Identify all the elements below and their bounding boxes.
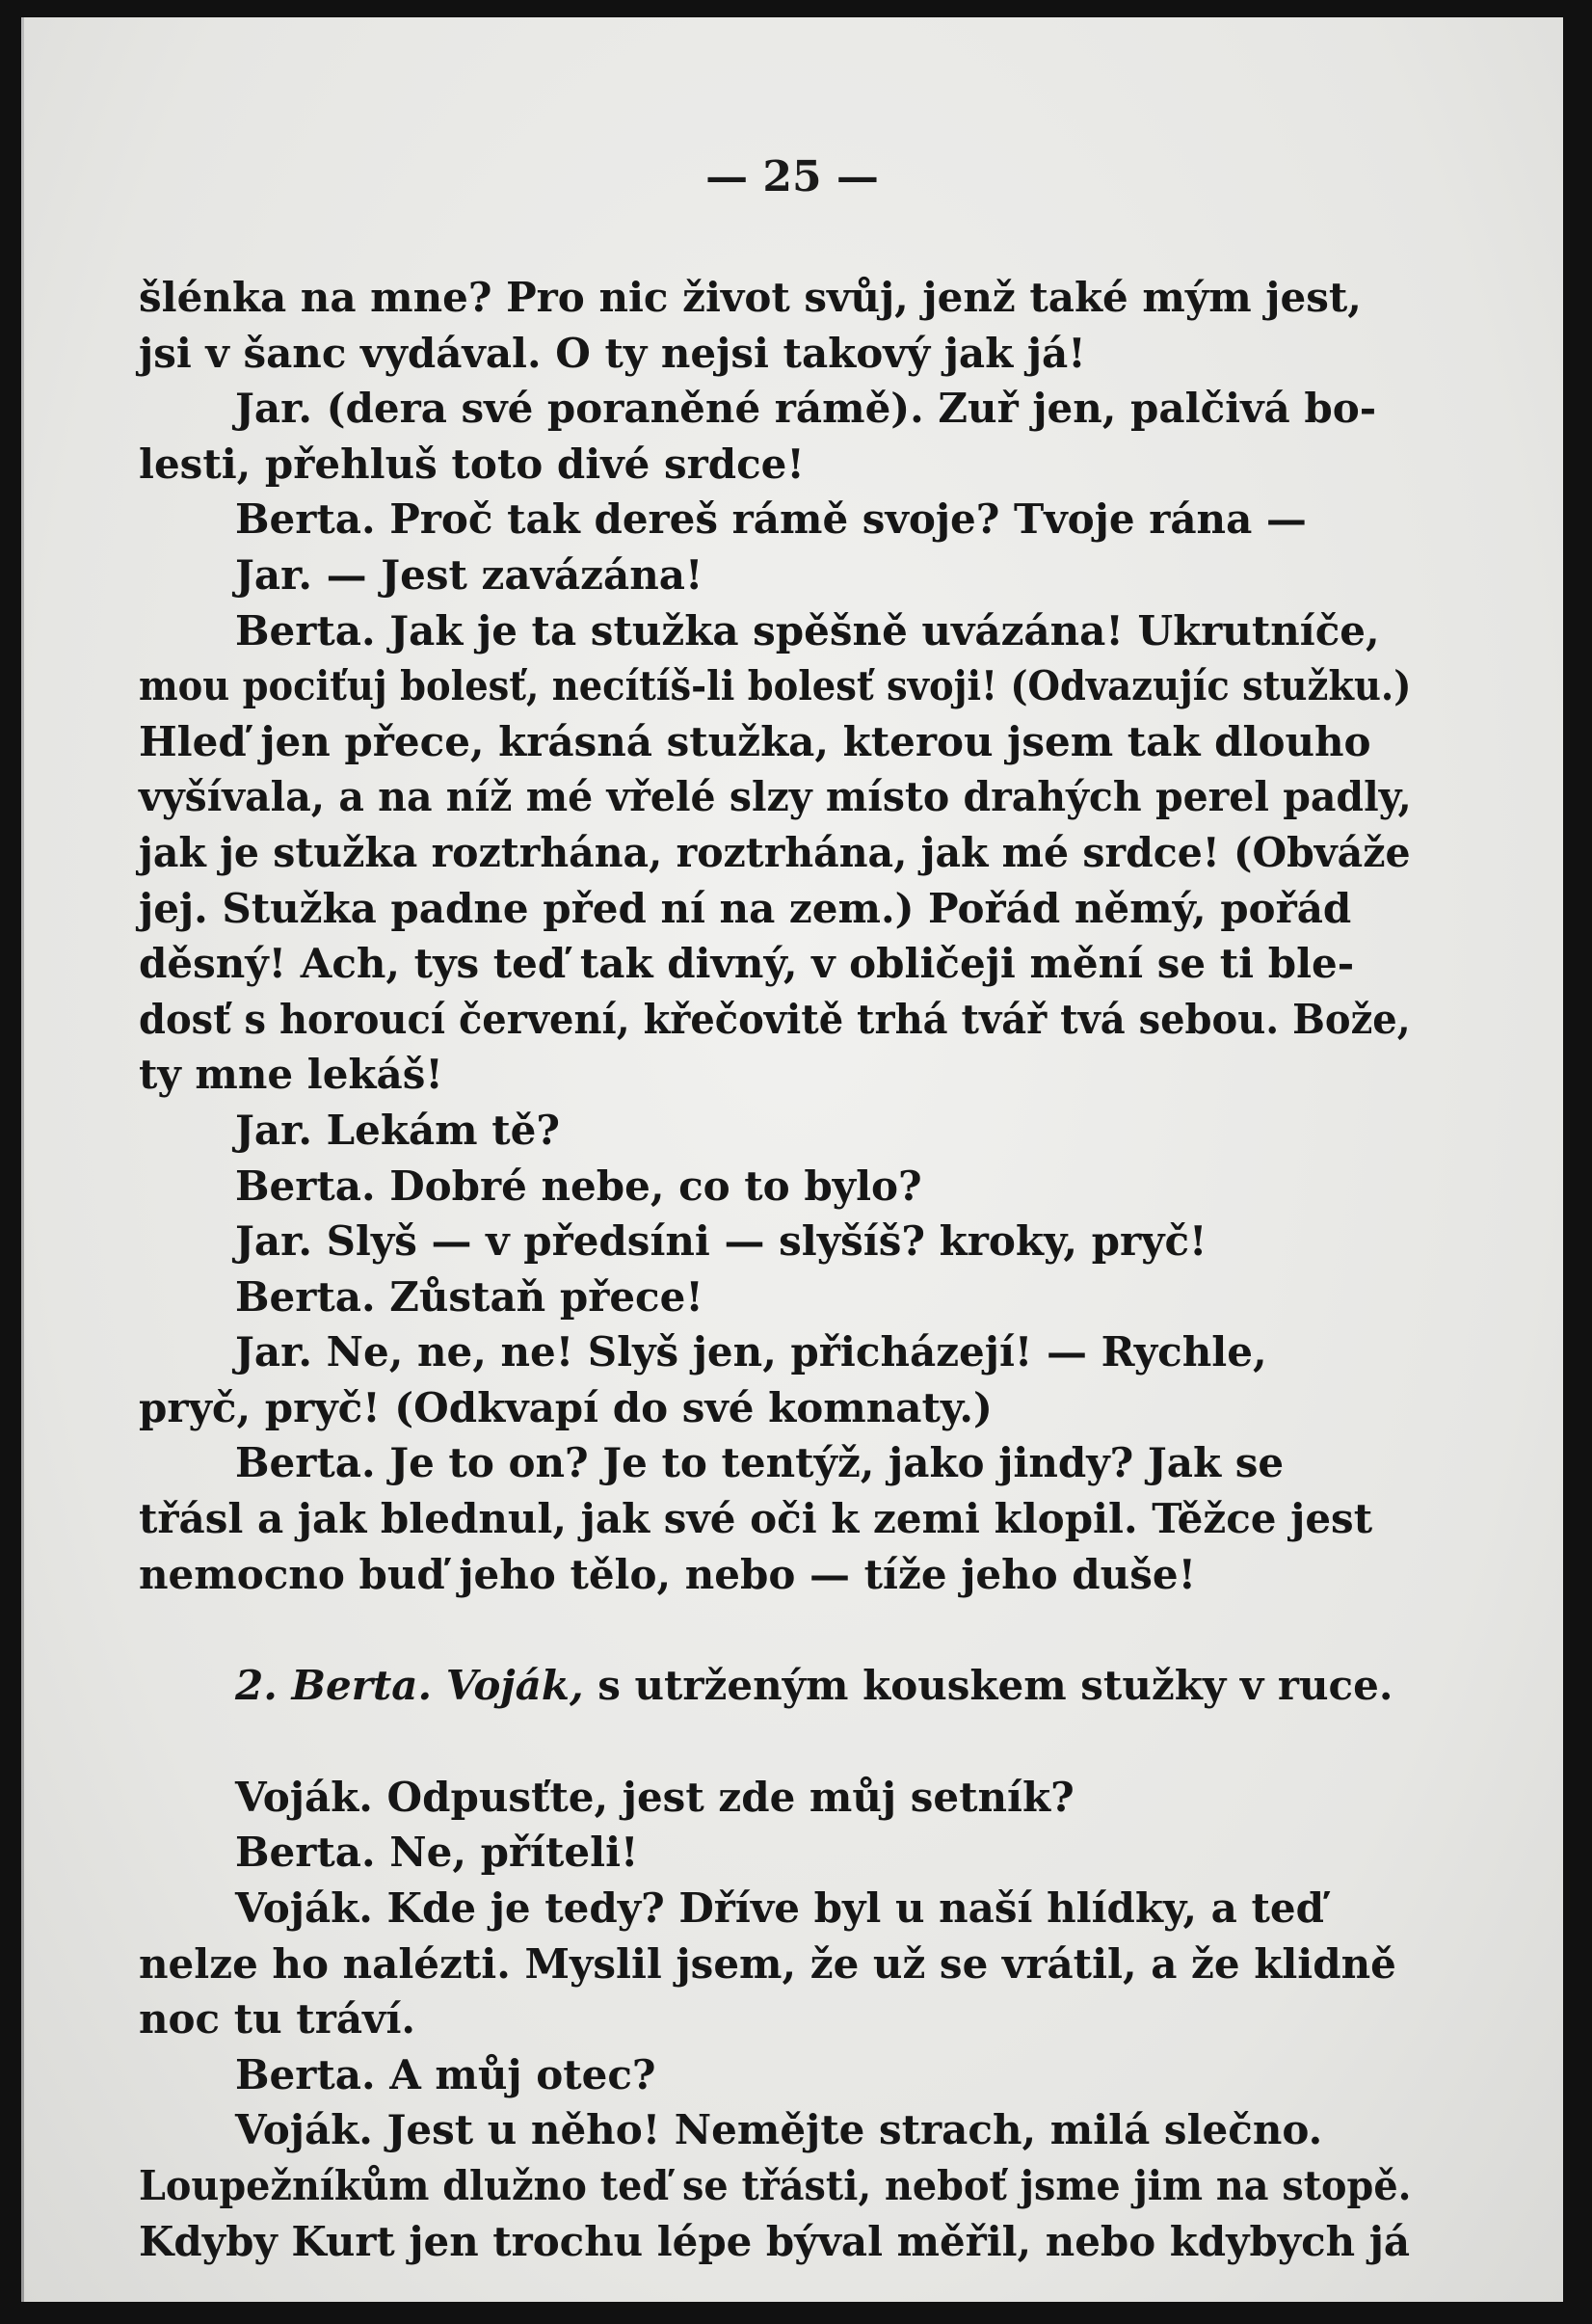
page-number: — 25 — xyxy=(705,152,879,201)
text-line: Voják. Jest u něho! Nemějte strach, milá slečno. xyxy=(235,2106,1323,2154)
text-line: Berta. Zůstaň přece! xyxy=(235,1272,703,1321)
text-line: Berta. A můj otec? xyxy=(235,2050,656,2098)
text-line: děsný! Ach, tys teď tak divný, v obličeji mění se ti ble- xyxy=(139,940,1355,988)
text-block-2 xyxy=(139,1770,1411,2269)
text-block-1 xyxy=(139,270,1411,1602)
text-line: třásl a jak blednul, jak své oči k zemi klopil. Těžce jest xyxy=(139,1495,1373,1543)
scene-heading xyxy=(139,1658,1411,1714)
text-line: dosť s horoucí červení, křečovitě trhá tvář tvá sebou. Bože, xyxy=(139,995,1411,1043)
text-line: šlénka na mne? Pro nic život svůj, jenž také mým jest, xyxy=(139,274,1362,321)
text-line: Voják. Kde je tedy? Dříve byl u naší hlídky, a teď xyxy=(235,1884,1324,1933)
text-line: Berta. Dobré nebe, co to bylo? xyxy=(235,1162,922,1210)
text-line: Jar. Lekám tě? xyxy=(235,1106,560,1154)
text-line: Jar. (dera své poraněné rámě). Zuř jen, palčivá bo- xyxy=(235,385,1377,433)
book-page xyxy=(21,17,1563,2302)
text-line: Berta. Jak je ta stužka spěšně uvázána! Ukrutníče, xyxy=(235,606,1380,654)
text-line: Jar. Slyš — v předsíni — slyšíš? kroky, pryč! xyxy=(235,1217,1207,1266)
text-line: Berta. Ne, příteli! xyxy=(235,1829,639,1877)
page-text xyxy=(139,270,1411,2269)
scene-names: Berta. Voják, xyxy=(291,1662,584,1710)
text-line: Kdyby Kurt jen trochu lépe býval měřil, nebo kdybych já xyxy=(139,2217,1411,2265)
text-line: Berta. Je to on? Je to tentýž, jako jindy? Jak se xyxy=(235,1439,1285,1487)
text-line: lesti, přehluš toto divé srdce! xyxy=(139,440,805,488)
text-line: Jar. Ne, ne, ne! Slyš jen, přicházejí! — Rychle, xyxy=(235,1328,1267,1376)
text-line: vyšívala, a na níž mé vřelé slzy místo drahých perel padly, xyxy=(139,773,1412,821)
text-line: pryč, pryč! (Odkvapí do své komnaty.) xyxy=(139,1383,993,1431)
text-line: Loupežníkům dlužno teď se třásti, neboť jsme jim na stopě. xyxy=(139,2162,1412,2209)
text-line: noc tu tráví. xyxy=(139,1995,416,2044)
page-edge xyxy=(21,17,24,2302)
text-line: jej. Stužka padne před ní na zem.) Pořád němý, pořád xyxy=(139,884,1352,932)
text-line: jsi v šanc vydával. O ty nejsi takový jak já! xyxy=(139,329,1086,377)
text-line: nemocno buď jeho tělo, nebo — tíže jeho duše! xyxy=(139,1550,1197,1598)
text-line: Berta. Proč tak dereš rámě svoje? Tvoje rána — xyxy=(235,495,1307,544)
text-line: Jar. — Jest zavázána! xyxy=(235,550,703,599)
text-line: Voják. Odpusťte, jest zde můj setník? xyxy=(235,1773,1075,1821)
text-line: mou pociťuj bolesť, necítíš-li bolesť svoji! (Odvazujíc stužku.) xyxy=(139,662,1412,710)
text-line: jak je stužka roztrhána, roztrhána, jak mé srdce! (Obváže xyxy=(139,828,1411,876)
text-line: ty mne lekáš! xyxy=(139,1051,443,1099)
scene-number: 2. xyxy=(235,1662,278,1710)
gap xyxy=(139,1602,1411,1658)
text-line: nelze ho nalézti. Myslil jsem, že už se vrátil, a že klidně xyxy=(139,1939,1396,1988)
gap xyxy=(139,1714,1411,1770)
text-line: Hleď jen přece, krásná stužka, kterou jsem tak dlouho xyxy=(139,717,1371,765)
scene-description: s utrženým kouskem stužky v ruce. xyxy=(597,1662,1393,1710)
